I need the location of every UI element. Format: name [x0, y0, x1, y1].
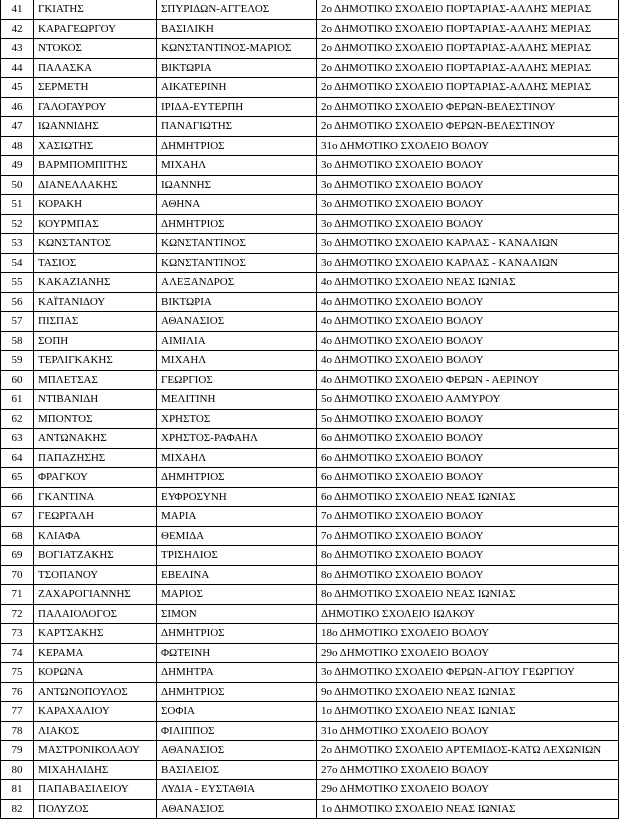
row-number-cell: 63	[1, 429, 34, 449]
first-name-cell: ΦΙΛΙΠΠΟΣ	[157, 721, 317, 741]
row-number-cell: 44	[1, 58, 34, 78]
table-row	[1, 390, 619, 410]
first-name-cell: ΔΗΜΗΤΡΑ	[157, 663, 317, 683]
first-name-cell: ΠΑΝΑΓΙΩΤΗΣ	[157, 117, 317, 137]
table-row	[1, 0, 619, 19]
row-number-cell: 53	[1, 234, 34, 254]
row-number-cell: 49	[1, 156, 34, 176]
surname-cell: ΣΕΡΜΕΤΗ	[34, 78, 157, 98]
first-name-cell: ΜΙΧΑΗΛ	[157, 351, 317, 371]
first-name-cell: ΜΕΛΙΤΙΝΗ	[157, 390, 317, 410]
school-cell: 6ο ΔΗΜΟΤΙΚΟ ΣΧΟΛΕΙΟ ΝΕΑΣ ΙΩΝΙΑΣ	[317, 487, 619, 507]
school-cell: 5ο ΔΗΜΟΤΙΚΟ ΣΧΟΛΕΙΟ ΒΟΛΟΥ	[317, 409, 619, 429]
row-number-cell: 62	[1, 409, 34, 429]
first-name-cell: ΜΙΧΑΗΛ	[157, 448, 317, 468]
row-number-cell: 75	[1, 663, 34, 683]
school-cell: 4ο ΔΗΜΟΤΙΚΟ ΣΧΟΛΕΙΟ ΒΟΛΟΥ	[317, 331, 619, 351]
table-row	[1, 721, 619, 741]
surname-cell: ΛΙΑΚΟΣ	[34, 721, 157, 741]
surname-cell: ΠΑΠΑΖΗΣΗΣ	[34, 448, 157, 468]
row-number-cell: 67	[1, 507, 34, 527]
row-number-cell: 42	[1, 19, 34, 39]
first-name-cell: ΔΗΜΗΤΡΙΟΣ	[157, 624, 317, 644]
row-number-cell: 60	[1, 370, 34, 390]
school-cell: 7ο ΔΗΜΟΤΙΚΟ ΣΧΟΛΕΙΟ ΒΟΛΟΥ	[317, 526, 619, 546]
table-row	[1, 136, 619, 156]
surname-cell: ΚΩΝΣΤΑΝΤΟΣ	[34, 234, 157, 254]
row-number-cell: 64	[1, 448, 34, 468]
surname-cell: ΓΑΛΟΓΑΥΡΟΥ	[34, 97, 157, 117]
table-row	[1, 175, 619, 195]
surname-cell: ΠΑΛΑΣΚΑ	[34, 58, 157, 78]
surname-cell: ΓΚΙΑΤΗΣ	[34, 0, 157, 19]
school-cell: 2ο ΔΗΜΟΤΙΚΟ ΣΧΟΛΕΙΟ ΠΟΡΤΑΡΙΑΣ-ΑΛΛΗΣ ΜΕΡΙΑΣ	[317, 0, 619, 19]
first-name-cell: ΙΩΑΝΝΗΣ	[157, 175, 317, 195]
surname-cell: ΓΕΩΡΓΑΛΗ	[34, 507, 157, 527]
school-cell: 8ο ΔΗΜΟΤΙΚΟ ΣΧΟΛΕΙΟ ΒΟΛΟΥ	[317, 546, 619, 566]
first-name-cell: ΛΥΔΙΑ - ΕΥΣΤΑΘΙΑ	[157, 780, 317, 800]
row-number-cell: 73	[1, 624, 34, 644]
surname-cell: ΜΙΧΑΗΛΙΔΗΣ	[34, 760, 157, 780]
surname-cell: ΦΡΑΓΚΟΥ	[34, 468, 157, 488]
table-row	[1, 19, 619, 39]
table-row	[1, 487, 619, 507]
school-cell: 1ο ΔΗΜΟΤΙΚΟ ΣΧΟΛΕΙΟ ΝΕΑΣ ΙΩΝΙΑΣ	[317, 702, 619, 722]
row-number-cell: 54	[1, 253, 34, 273]
table-row	[1, 624, 619, 644]
row-number-cell: 82	[1, 799, 34, 819]
school-cell: 4ο ΔΗΜΟΤΙΚΟ ΣΧΟΛΕΙΟ ΒΟΛΟΥ	[317, 312, 619, 332]
first-name-cell: ΑΛΕΞΑΝΔΡΟΣ	[157, 273, 317, 293]
row-number-cell: 77	[1, 702, 34, 722]
table-row	[1, 78, 619, 98]
first-name-cell: ΒΙΚΤΩΡΙΑ	[157, 58, 317, 78]
table-row	[1, 468, 619, 488]
table-row	[1, 156, 619, 176]
school-cell: 2ο ΔΗΜΟΤΙΚΟ ΣΧΟΛΕΙΟ ΠΟΡΤΑΡΙΑΣ-ΑΛΛΗΣ ΜΕΡΙΑΣ	[317, 58, 619, 78]
first-name-cell: ΑΙΜΙΛΙΑ	[157, 331, 317, 351]
first-name-cell: ΚΩΝΣΤΑΝΤΙΝΟΣ-ΜΑΡΙΟΣ	[157, 39, 317, 59]
surname-cell: ΜΠΛΕΤΣΑΣ	[34, 370, 157, 390]
school-cell: 31ο ΔΗΜΟΤΙΚΟ ΣΧΟΛΕΙΟ ΒΟΛΟΥ	[317, 721, 619, 741]
row-number-cell: 68	[1, 526, 34, 546]
first-name-cell: ΤΡΙΣΗΛΙΟΣ	[157, 546, 317, 566]
table-row	[1, 565, 619, 585]
first-name-cell: ΙΡΙΔΑ-ΕΥΤΕΡΠΗ	[157, 97, 317, 117]
table-row	[1, 604, 619, 624]
row-number-cell: 43	[1, 39, 34, 59]
row-number-cell: 52	[1, 214, 34, 234]
surname-cell: ΚΑΡΑΧΑΛΙΟΥ	[34, 702, 157, 722]
school-cell: 29ο ΔΗΜΟΤΙΚΟ ΣΧΟΛΕΙΟ ΒΟΛΟΥ	[317, 780, 619, 800]
row-number-cell: 58	[1, 331, 34, 351]
surname-cell: ΠΑΛΑΙΟΛΟΓΟΣ	[34, 604, 157, 624]
surname-cell: ΝΤΙΒΑΝΙΔΗ	[34, 390, 157, 410]
first-name-cell: ΓΕΩΡΓΙΟΣ	[157, 370, 317, 390]
table-row	[1, 370, 619, 390]
row-number-cell: 48	[1, 136, 34, 156]
table-body	[1, 0, 619, 819]
surname-cell: ΚΑΪΤΑΝΙΔΟΥ	[34, 292, 157, 312]
row-number-cell: 50	[1, 175, 34, 195]
table-row	[1, 760, 619, 780]
row-number-cell: 59	[1, 351, 34, 371]
school-cell: 3ο ΔΗΜΟΤΙΚΟ ΣΧΟΛΕΙΟ ΚΑΡΛΑΣ - ΚΑΝΑΛΙΩΝ	[317, 234, 619, 254]
surname-cell: ΚΑΡΤΣΑΚΗΣ	[34, 624, 157, 644]
row-number-cell: 80	[1, 760, 34, 780]
surname-cell: ΚΑΡΑΓΕΩΡΓΟΥ	[34, 19, 157, 39]
school-cell: 4ο ΔΗΜΟΤΙΚΟ ΣΧΟΛΕΙΟ ΒΟΛΟΥ	[317, 351, 619, 371]
school-cell: 2ο ΔΗΜΟΤΙΚΟ ΣΧΟΛΕΙΟ ΦΕΡΩΝ-ΒΕΛΕΣΤΙΝΟΥ	[317, 97, 619, 117]
table-row	[1, 409, 619, 429]
table-row	[1, 741, 619, 761]
first-name-cell: ΜΙΧΑΗΛ	[157, 156, 317, 176]
first-name-cell: ΔΗΜΗΤΡΙΟΣ	[157, 468, 317, 488]
row-number-cell: 66	[1, 487, 34, 507]
table-row	[1, 546, 619, 566]
table-row	[1, 663, 619, 683]
surname-cell: ΜΠΟΝΤΟΣ	[34, 409, 157, 429]
school-cell: 3ο ΔΗΜΟΤΙΚΟ ΣΧΟΛΕΙΟ ΦΕΡΩΝ-ΑΓΙΟΥ ΓΕΩΡΓΙΟΥ	[317, 663, 619, 683]
row-number-cell: 69	[1, 546, 34, 566]
school-cell: 4ο ΔΗΜΟΤΙΚΟ ΣΧΟΛΕΙΟ ΝΕΑΣ ΙΩΝΙΑΣ	[317, 273, 619, 293]
row-number-cell: 79	[1, 741, 34, 761]
table-row	[1, 702, 619, 722]
table-row	[1, 448, 619, 468]
school-cell: 27ο ΔΗΜΟΤΙΚΟ ΣΧΟΛΕΙΟ ΒΟΛΟΥ	[317, 760, 619, 780]
school-cell: 3ο ΔΗΜΟΤΙΚΟ ΣΧΟΛΕΙΟ ΒΟΛΟΥ	[317, 175, 619, 195]
table-row	[1, 195, 619, 215]
first-name-cell: ΣΟΦΙΑ	[157, 702, 317, 722]
surname-cell: ΚΟΡΩΝΑ	[34, 663, 157, 683]
surname-cell: ΙΩΑΝΝΙΔΗΣ	[34, 117, 157, 137]
school-cell: 29ο ΔΗΜΟΤΙΚΟ ΣΧΟΛΕΙΟ ΒΟΛΟΥ	[317, 643, 619, 663]
first-name-cell: ΔΗΜΗΤΡΙΟΣ	[157, 682, 317, 702]
surname-cell: ΒΟΓΙΑΤΖΑΚΗΣ	[34, 546, 157, 566]
surname-cell: ΧΑΣΙΩΤΗΣ	[34, 136, 157, 156]
surname-cell: ΖΑΧΑΡΟΓΙΑΝΝΗΣ	[34, 585, 157, 605]
row-number-cell: 56	[1, 292, 34, 312]
table-row	[1, 682, 619, 702]
first-name-cell: ΘΕΜΙΔΑ	[157, 526, 317, 546]
table-row	[1, 292, 619, 312]
first-name-cell: ΜΑΡΙΑ	[157, 507, 317, 527]
row-number-cell: 51	[1, 195, 34, 215]
table-row	[1, 526, 619, 546]
table-row	[1, 585, 619, 605]
surname-cell: ΤΑΣΙΟΣ	[34, 253, 157, 273]
surname-cell: ΒΑΡΜΠΟΜΠΙΤΗΣ	[34, 156, 157, 176]
school-cell: 4ο ΔΗΜΟΤΙΚΟ ΣΧΟΛΕΙΟ ΒΟΛΟΥ	[317, 292, 619, 312]
surname-cell: ΣΟΠΗ	[34, 331, 157, 351]
surname-cell: ΚΕΡΑΜΑ	[34, 643, 157, 663]
first-name-cell: ΒΙΚΤΩΡΙΑ	[157, 292, 317, 312]
table-row	[1, 429, 619, 449]
table-row	[1, 214, 619, 234]
row-number-cell: 65	[1, 468, 34, 488]
surname-cell: ΤΣΟΠΑΝΟΥ	[34, 565, 157, 585]
surname-cell: ΤΕΡΛΙΓΚΑΚΗΣ	[34, 351, 157, 371]
first-name-cell: ΑΘΗΝΑ	[157, 195, 317, 215]
school-cell: 5ο ΔΗΜΟΤΙΚΟ ΣΧΟΛΕΙΟ ΑΛΜΥΡΟΥ	[317, 390, 619, 410]
surname-cell: ΑΝΤΩΝΟΠΟΥΛΟΣ	[34, 682, 157, 702]
school-cell: 3ο ΔΗΜΟΤΙΚΟ ΣΧΟΛΕΙΟ ΒΟΛΟΥ	[317, 156, 619, 176]
school-cell: ΔΗΜΟΤΙΚΟ ΣΧΟΛΕΙΟ ΙΩΛΚΟΥ	[317, 604, 619, 624]
school-cell: 2ο ΔΗΜΟΤΙΚΟ ΣΧΟΛΕΙΟ ΠΟΡΤΑΡΙΑΣ-ΑΛΛΗΣ ΜΕΡΙΑΣ	[317, 39, 619, 59]
table-row	[1, 273, 619, 293]
school-cell: 6ο ΔΗΜΟΤΙΚΟ ΣΧΟΛΕΙΟ ΒΟΛΟΥ	[317, 448, 619, 468]
surname-cell: ΠΑΠΑΒΑΣΙΛΕΙΟΥ	[34, 780, 157, 800]
surname-cell: ΜΑΣΤΡΟΝΙΚΟΛΑΟΥ	[34, 741, 157, 761]
school-cell: 3ο ΔΗΜΟΤΙΚΟ ΣΧΟΛΕΙΟ ΚΑΡΛΑΣ - ΚΑΝΑΛΙΩΝ	[317, 253, 619, 273]
school-cell: 2ο ΔΗΜΟΤΙΚΟ ΣΧΟΛΕΙΟ ΠΟΡΤΑΡΙΑΣ-ΑΛΛΗΣ ΜΕΡΙΑΣ	[317, 19, 619, 39]
table-row	[1, 331, 619, 351]
first-name-cell: ΣΠΥΡΙΔΩΝ-ΑΓΓΕΛΟΣ	[157, 0, 317, 19]
surname-cell: ΠΙΣΠΑΣ	[34, 312, 157, 332]
first-name-cell: ΑΙΚΑΤΕΡΙΝΗ	[157, 78, 317, 98]
first-name-cell: ΕΥΦΡΟΣΥΝΗ	[157, 487, 317, 507]
row-number-cell: 76	[1, 682, 34, 702]
surname-cell: ΝΤΟΚΟΣ	[34, 39, 157, 59]
row-number-cell: 46	[1, 97, 34, 117]
table-row	[1, 234, 619, 254]
row-number-cell: 41	[1, 0, 34, 19]
school-cell: 7ο ΔΗΜΟΤΙΚΟ ΣΧΟΛΕΙΟ ΒΟΛΟΥ	[317, 507, 619, 527]
school-cell: 3ο ΔΗΜΟΤΙΚΟ ΣΧΟΛΕΙΟ ΒΟΛΟΥ	[317, 214, 619, 234]
school-cell: 1ο ΔΗΜΟΤΙΚΟ ΣΧΟΛΕΙΟ ΝΕΑΣ ΙΩΝΙΑΣ	[317, 799, 619, 819]
row-number-cell: 57	[1, 312, 34, 332]
first-name-cell: ΑΘΑΝΑΣΙΟΣ	[157, 741, 317, 761]
first-name-cell: ΒΑΣΙΛΙΚΗ	[157, 19, 317, 39]
school-cell: 6ο ΔΗΜΟΤΙΚΟ ΣΧΟΛΕΙΟ ΒΟΛΟΥ	[317, 468, 619, 488]
table-row	[1, 643, 619, 663]
surname-cell: ΠΟΛΥΖΟΣ	[34, 799, 157, 819]
table-row	[1, 39, 619, 59]
row-number-cell: 55	[1, 273, 34, 293]
table-row	[1, 780, 619, 800]
table-row	[1, 253, 619, 273]
school-cell: 9ο ΔΗΜΟΤΙΚΟ ΣΧΟΛΕΙΟ ΝΕΑΣ ΙΩΝΙΑΣ	[317, 682, 619, 702]
first-name-cell: ΑΘΑΝΑΣΙΟΣ	[157, 312, 317, 332]
school-cell: 8ο ΔΗΜΟΤΙΚΟ ΣΧΟΛΕΙΟ ΒΟΛΟΥ	[317, 565, 619, 585]
school-cell: 2ο ΔΗΜΟΤΙΚΟ ΣΧΟΛΕΙΟ ΠΟΡΤΑΡΙΑΣ-ΑΛΛΗΣ ΜΕΡΙΑΣ	[317, 78, 619, 98]
table-row	[1, 97, 619, 117]
first-name-cell: ΑΘΑΝΑΣΙΟΣ	[157, 799, 317, 819]
table-row	[1, 58, 619, 78]
school-cell: 8ο ΔΗΜΟΤΙΚΟ ΣΧΟΛΕΙΟ ΝΕΑΣ ΙΩΝΙΑΣ	[317, 585, 619, 605]
surname-cell: ΔΙΑΝΕΛΛΑΚΗΣ	[34, 175, 157, 195]
table-row	[1, 799, 619, 819]
school-cell: 2ο ΔΗΜΟΤΙΚΟ ΣΧΟΛΕΙΟ ΦΕΡΩΝ-ΒΕΛΕΣΤΙΝΟΥ	[317, 117, 619, 137]
school-cell: 18ο ΔΗΜΟΤΙΚΟ ΣΧΟΛΕΙΟ ΒΟΛΟΥ	[317, 624, 619, 644]
first-name-cell: ΧΡΗΣΤΟΣ	[157, 409, 317, 429]
table-row	[1, 507, 619, 527]
row-number-cell: 78	[1, 721, 34, 741]
first-name-cell: ΜΑΡΙΟΣ	[157, 585, 317, 605]
school-cell: 6ο ΔΗΜΟΤΙΚΟ ΣΧΟΛΕΙΟ ΒΟΛΟΥ	[317, 429, 619, 449]
school-cell: 2ο ΔΗΜΟΤΙΚΟ ΣΧΟΛΕΙΟ ΑΡΤΕΜΙΔΟΣ-ΚΑΤΩ ΛΕΧΩΝΙΩΝ	[317, 741, 619, 761]
surname-cell: ΓΚΑΝΤΙΝΑ	[34, 487, 157, 507]
row-number-cell: 71	[1, 585, 34, 605]
surname-cell: ΚΛΙΑΦΑ	[34, 526, 157, 546]
row-number-cell: 45	[1, 78, 34, 98]
row-number-cell: 70	[1, 565, 34, 585]
row-number-cell: 74	[1, 643, 34, 663]
first-name-cell: ΔΗΜΗΤΡΙΟΣ	[157, 214, 317, 234]
first-name-cell: ΔΗΜΗΤΡΙΟΣ	[157, 136, 317, 156]
surname-cell: ΚΑΚΑΖΙΑΝΗΣ	[34, 273, 157, 293]
first-name-cell: ΒΑΣΙΛΕΙΟΣ	[157, 760, 317, 780]
surname-cell: ΑΝΤΩΝΑΚΗΣ	[34, 429, 157, 449]
row-number-cell: 61	[1, 390, 34, 410]
surname-cell: ΚΟΥΡΜΠΑΣ	[34, 214, 157, 234]
first-name-cell: ΚΩΝΣΤΑΝΤΙΝΟΣ	[157, 234, 317, 254]
school-cell: 31ο ΔΗΜΟΤΙΚΟ ΣΧΟΛΕΙΟ ΒΟΛΟΥ	[317, 136, 619, 156]
table-row	[1, 312, 619, 332]
school-cell: 3ο ΔΗΜΟΤΙΚΟ ΣΧΟΛΕΙΟ ΒΟΛΟΥ	[317, 195, 619, 215]
school-cell: 4ο ΔΗΜΟΤΙΚΟ ΣΧΟΛΕΙΟ ΦΕΡΩΝ - ΑΕΡΙΝΟΥ	[317, 370, 619, 390]
table-row	[1, 117, 619, 137]
row-number-cell: 72	[1, 604, 34, 624]
surname-cell: ΚΟΡΑΚΗ	[34, 195, 157, 215]
first-name-cell: ΦΩΤΕΙΝΗ	[157, 643, 317, 663]
table-row	[1, 351, 619, 371]
row-number-cell: 47	[1, 117, 34, 137]
first-name-cell: ΧΡΗΣΤΟΣ-ΡΑΦΑΗΛ	[157, 429, 317, 449]
first-name-cell: ΣΙΜΟΝ	[157, 604, 317, 624]
first-name-cell: ΚΩΝΣΤΑΝΤΙΝΟΣ	[157, 253, 317, 273]
first-name-cell: ΕΒΕΛΙΝΑ	[157, 565, 317, 585]
row-number-cell: 81	[1, 780, 34, 800]
